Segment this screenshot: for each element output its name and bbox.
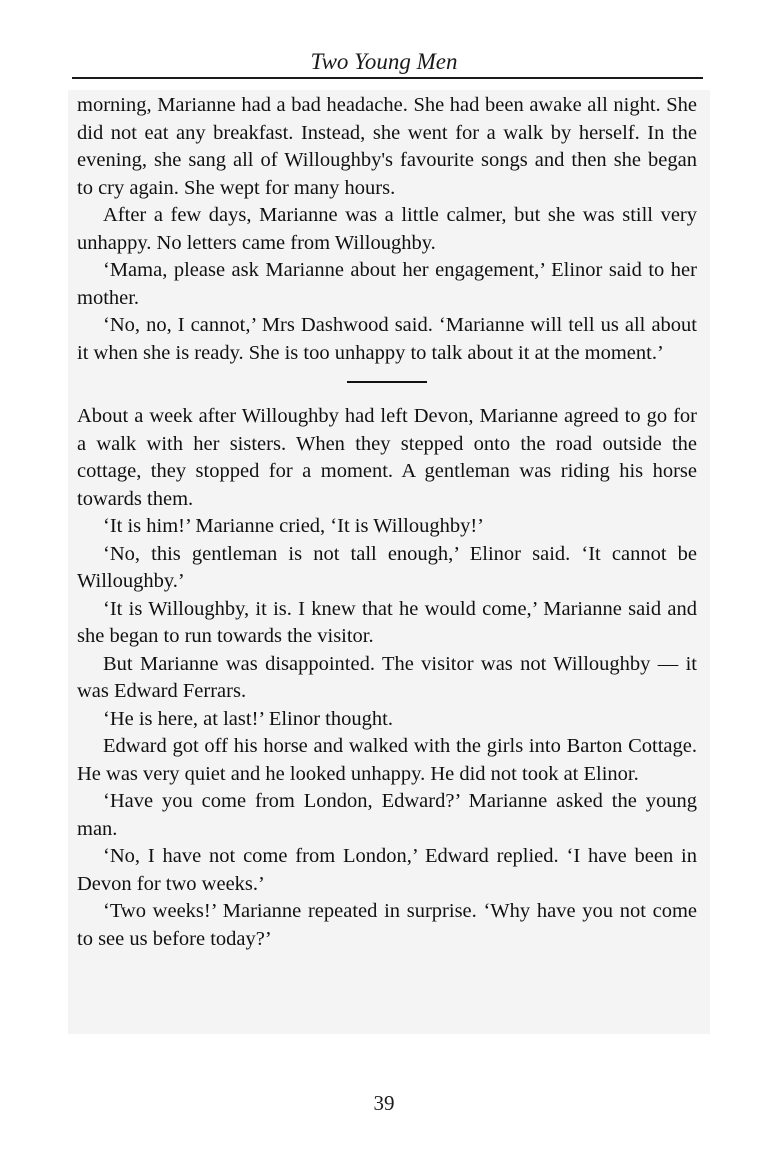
page-header-title: Two Young Men [310, 49, 458, 74]
paragraph: ‘No, I have not come from London,’ Edward replied. ‘I have been in Devon for two weeks.’ [77, 845, 697, 895]
paragraph: ‘He is here, at last!’ Elinor thought. [103, 707, 393, 730]
paragraph: But Marianne was disappointed. The visitor was not Willoughby — it was Edward Ferrars. [77, 652, 697, 702]
paragraph: ‘It is him!’ Marianne cried, ‘It is Willoughby!’ [103, 515, 484, 537]
section-divider [347, 381, 427, 383]
page-number: 39 [373, 1091, 395, 1115]
paragraph: morning, Marianne had a bad headache. She had been awake all night. She did not eat any breakfast. Instead, she went for a walk by herself. In the evening, she sang all of Willoughby's favourite songs and then she began to cry again. She wept for many hours. [77, 94, 697, 199]
paragraph: ‘Mama, please ask Marianne about her engagement,’ Elinor said to her mother. [77, 259, 697, 309]
paragraph: ‘No, this gentleman is not tall enough,’ Elinor said. ‘It cannot be Willoughby.’ [77, 542, 697, 592]
header-rule [72, 77, 703, 79]
paragraph: After a few days, Marianne was a little calmer, but she was still very unhappy. No letters came from Willoughby. [77, 204, 697, 254]
paragraph: ‘Two weeks!’ Marianne repeated in surprise. ‘Why have you not come to see us before today?’ [77, 900, 697, 950]
paragraph: ‘It is Willoughby, it is. I knew that he would come,’ Marianne said and she began to run towards the visitor. [77, 597, 697, 647]
paragraph: About a week after Willoughby had left Devon, Marianne agreed to go for a walk with her sisters. When they stepped onto the road outside the cottage, they stopped for a moment. A gentleman was riding his horse towards them. [77, 405, 697, 510]
paragraph: ‘Have you come from London, Edward?’ Marianne asked the young man. [77, 790, 697, 840]
paragraph: Edward got off his horse and walked with the girls into Barton Cottage. He was very quiet and he looked unhappy. He did not took at Elinor. [77, 735, 697, 785]
body-text [77, 92, 697, 953]
paragraph: ‘No, no, I cannot,’ Mrs Dashwood said. ‘Marianne will tell us all about it when she is ready. She is too unhappy to talk about it at the moment.’ [77, 314, 697, 364]
